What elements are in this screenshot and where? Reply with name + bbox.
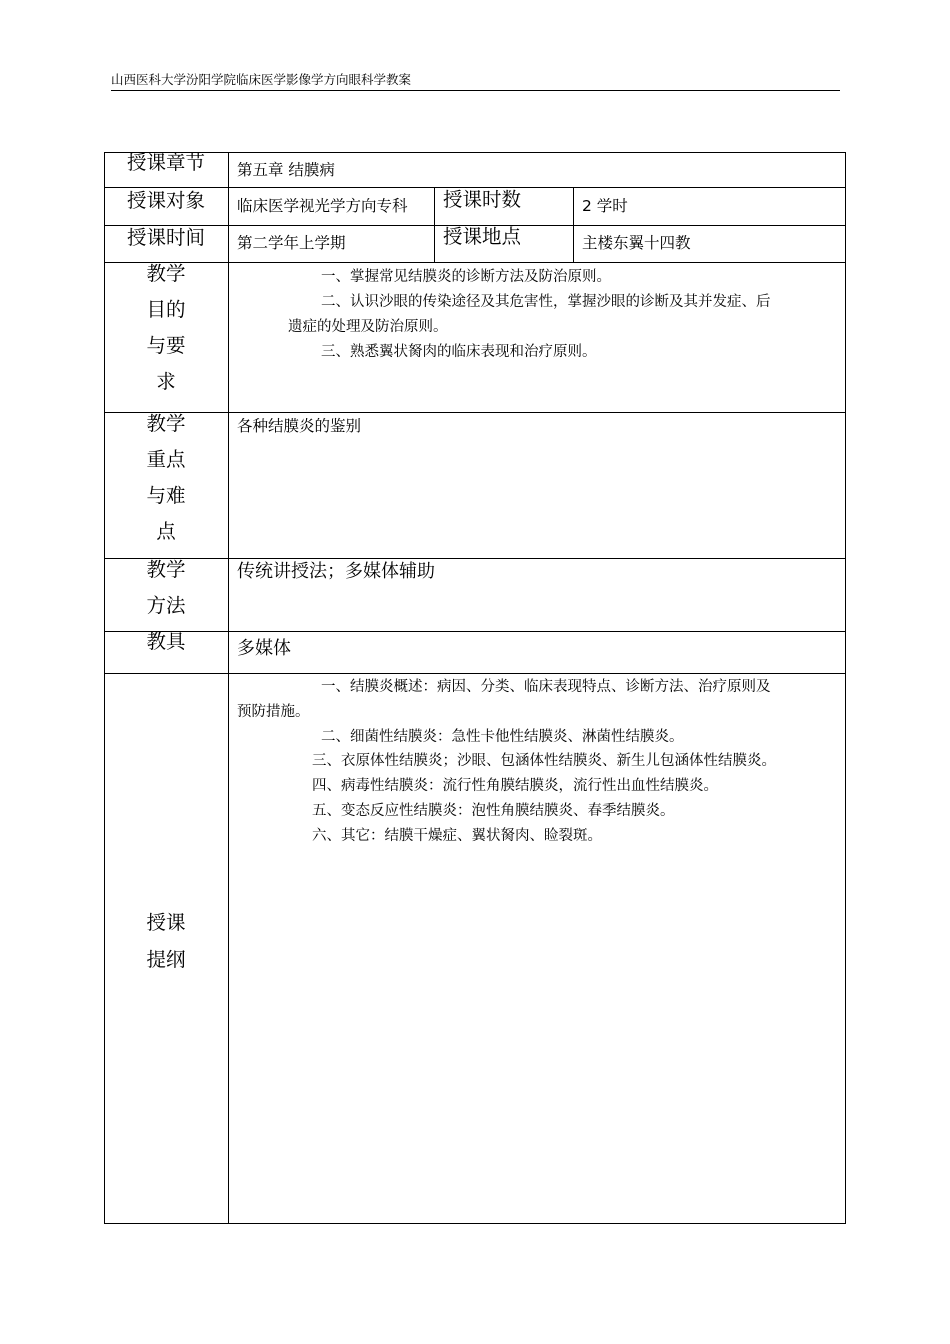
chapter-value: 第五章 结膜病: [237, 161, 335, 179]
tools-label: 教具: [146, 630, 186, 653]
objectives-label-line: 教学: [146, 262, 186, 285]
table-border-right: [845, 152, 846, 1224]
label-column-divider: [228, 152, 229, 1224]
outline-label-line: 提纲: [146, 948, 186, 971]
key-points-label-line: 教学: [146, 412, 186, 435]
key-points-value: 各种结膜炎的鉴别: [237, 417, 362, 435]
chapter-label: 授课章节: [126, 151, 205, 174]
tools-value: 多媒体: [237, 638, 291, 659]
objectives-label-line: 与要: [146, 334, 186, 357]
audience-value: 临床医学视光学方向专科: [237, 197, 408, 215]
hours-label: 授课时数: [443, 188, 522, 211]
outline-label-line: 授课: [146, 911, 186, 934]
outline-line: 六、其它：结膜干燥症、翼状胬肉、睑裂斑。: [312, 828, 602, 844]
row-divider: [104, 673, 846, 674]
hours-value: 2 学时: [582, 197, 628, 215]
outline-line: 预防措施。: [237, 704, 310, 720]
methods-label-line: 方法: [146, 594, 186, 617]
key-points-label-line: 重点: [146, 448, 186, 471]
objectives-line: 一、掌握常见结膜炎的诊断方法及防治原则。: [321, 269, 611, 285]
outline-line: 二、细菌性结膜炎：急性卡他性结膜炎、淋菌性结膜炎。: [321, 729, 684, 745]
methods-value: 传统讲授法；多媒体辅助: [237, 561, 435, 582]
place-label: 授课地点: [443, 225, 522, 248]
objectives-line: 三、熟悉翼状胬肉的临床表现和治疗原则。: [321, 344, 597, 360]
column-divider: [573, 187, 574, 262]
table-border-bottom: [104, 1223, 846, 1224]
methods-label-line: 教学: [146, 558, 186, 581]
page-header: 山西医科大学汾阳学院临床医学影像学方向眼科学教案: [111, 72, 840, 91]
time-value: 第二学年上学期: [237, 234, 346, 252]
outline-line: 一、结膜炎概述：病因、分类、临床表现特点、诊断方法、治疗原则及: [321, 679, 771, 695]
objectives-label-line: 目的: [146, 298, 186, 321]
outline-line: 四、病毒性结膜炎：流行性角膜结膜炎，流行性出血性结膜炎。: [312, 778, 718, 794]
key-points-label-line: 点: [156, 520, 176, 543]
objectives-line: 遗症的处理及防治原则。: [288, 319, 448, 335]
column-divider: [434, 187, 435, 262]
objectives-label-line: 求: [156, 370, 176, 393]
audience-label: 授课对象: [126, 189, 205, 212]
outline-line: 五、变态反应性结膜炎：泡性角膜结膜炎、春季结膜炎。: [312, 803, 675, 819]
objectives-line: 二、认识沙眼的传染途径及其危害性，掌握沙眼的诊断及其并发症、后: [321, 294, 771, 310]
key-points-label-line: 与难: [146, 484, 186, 507]
time-label: 授课时间: [126, 226, 205, 249]
place-value: 主楼东翼十四教: [582, 234, 691, 252]
outline-line: 三、衣原体性结膜炎；沙眼、包涵体性结膜炎、新生儿包涵体性结膜炎。: [312, 753, 776, 769]
